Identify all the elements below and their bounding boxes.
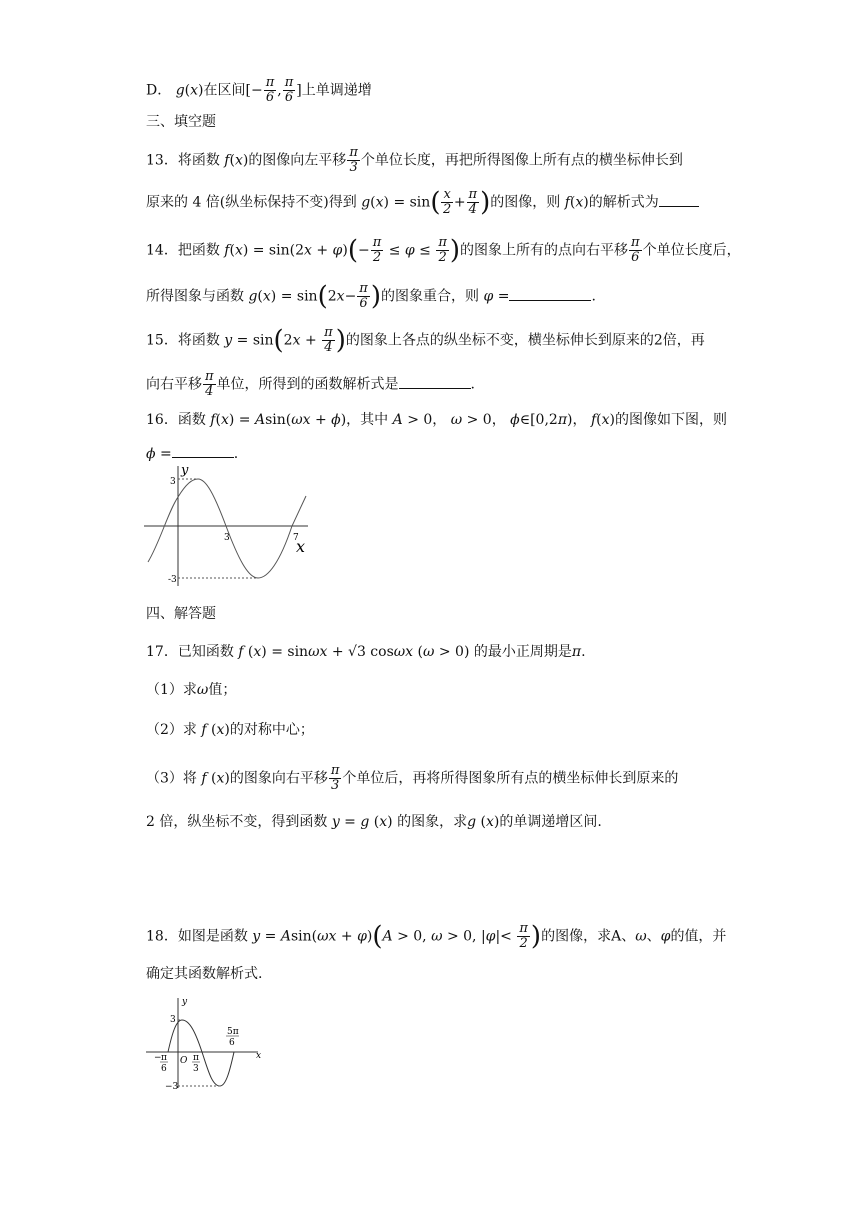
q15-text: 的图象上各点的纵坐标不变，横坐标伸长到原来的 [345, 332, 654, 349]
question-14-line1: 14．把函数 f(x) = sin(2x + φ)(− $\frac{\pi}{2}$ ≤ φ ≤ $\frac{\pi}{2}$ )的图象上所有的点向右平移 $\frac{\pi}{6}$ 个单位长度后， [146, 235, 741, 266]
x-tick-left-den: 6 [161, 1064, 167, 1074]
x-tick-right-den: 6 [229, 1038, 235, 1048]
y-axis-label: y [182, 997, 188, 1007]
question-16-line1: 16．函数 f(x) = Asin(ωx + ϕ)，其中 A > 0， ω > 0， ϕ∈[0,2π)， f(x)的图像如下图，则 [146, 412, 727, 428]
x-tick-mid-den: 3 [193, 1064, 199, 1074]
origin-label: O [180, 1056, 188, 1066]
q17-text: 的图象向右平移 [229, 770, 328, 787]
y-tick-3: 3 [170, 477, 176, 487]
section-heading-4: 四、解答题 [146, 606, 216, 622]
question-18-line1: 18．如图是函数 y = Asin(ωx + φ)(A > 0, ω > 0, |φ|< $\frac{\pi}{2}$ )的图像，求A、ω、φ的值，并 [146, 921, 727, 952]
q15-text: 向右平移 [146, 376, 202, 393]
q13-text: 将函数 [177, 152, 220, 169]
question-14-line2: 所得图象与函数 g(x) = sin(2x− $\frac{\pi}{6}$ )的图象重合，则 φ = . [146, 281, 596, 312]
question-number: 13． [146, 152, 178, 169]
section-heading-3: 三、填空题 [146, 114, 216, 130]
q18-text: A [611, 928, 622, 945]
x-tick-7: 7 [293, 533, 299, 543]
question-18-line2: 确定其函数解析式. [146, 966, 263, 982]
y-tick-neg3: −3 [165, 1082, 179, 1092]
q17-text: 2 倍，纵坐标不变，得到函数 [146, 814, 328, 830]
q16-text: ， [572, 412, 587, 428]
y-axis-label: y [181, 463, 189, 478]
question-17-part3: （3）将 f (x)的图象向右平移 $\frac{\pi}{3}$ 个单位后，再将所得图象所有点的横坐标伸长到原来的 [146, 763, 679, 793]
question-17-line1: 17．已知函数 f (x) = sinωx + √3 cosωx (ω > 0) 的最小正周期是π. [146, 644, 586, 660]
q17-text: 的单调递增区间. [499, 814, 602, 830]
x-axis-label: x [296, 537, 306, 556]
q14-text: 把函数 [177, 242, 220, 259]
q18-text: 、 [646, 928, 661, 945]
y-tick-3: 3 [170, 1015, 176, 1025]
question-17-part3-cont: 2 倍，纵坐标不变，得到函数 y = g (x) 的图象，求g (x)的单调递增区间. [146, 814, 602, 830]
question-number: 16． [146, 412, 178, 428]
question-16-line2: ϕ = . [146, 446, 239, 462]
option-text-tail: 上单调递增 [301, 82, 372, 99]
q13-text: 的图像，则 [490, 194, 561, 211]
q15-text: 倍，再 [662, 332, 705, 349]
x-tick-right-num: 5π [227, 1027, 239, 1037]
y-tick-neg3: -3 [168, 575, 177, 585]
q13-text: 的图像向左平移 [248, 152, 347, 169]
q17-text: （1）求 [146, 682, 197, 698]
graph-18 [140, 994, 270, 1094]
q15-text: 将函数 [177, 332, 220, 349]
x-tick-3: 3 [224, 533, 230, 543]
q14-text: 个单位长度后， [642, 242, 741, 259]
q17-text: 值； [208, 682, 237, 698]
q17-text: （3）将 [146, 770, 197, 787]
question-number: 18． [146, 928, 178, 945]
sine-curve [148, 479, 306, 578]
answer-blank[interactable] [659, 206, 699, 207]
q13-text: 个单位长度，再把所得图像上所有点的横坐标伸长到 [360, 152, 683, 169]
question-17-part2: （2）求 f (x)的对称中心； [146, 722, 314, 738]
q17-text: 的对称中心； [229, 722, 314, 738]
question-15-line1: 15．将函数 y = sin(2x + $\frac{\pi}{4}$ )的图象上各点的纵坐标不变，横坐标伸长到原来的2倍，再 [146, 325, 705, 356]
question-17-part1: （1）求ω值； [146, 682, 237, 698]
answer-blank[interactable] [172, 457, 234, 458]
q18-text: 的值，并 [670, 928, 727, 945]
option-label: D． [146, 82, 172, 99]
question-13-line2: 原来的 4 倍(纵坐标保持不变)得到 g(x) = sin( $\frac{x}{2}$ + $\frac{\pi}{4}$ )的图像，则 f(x)的解析式为 [146, 188, 699, 217]
question-13-line1: 13．将函数 f(x)的图像向左平移 $\frac{\pi}{3}$ 个单位长度，再把所得图像上所有点的横坐标伸长到 [146, 145, 683, 175]
q15-text: 单位，所得到的函数解析式是 [216, 376, 399, 393]
q16-text: ， [491, 412, 506, 428]
option-d: D． g(x)在区间[− $\frac{\pi}{6}$ , $\frac{\pi}{6}$ ]上单调递增 [146, 75, 372, 105]
q18-text: 如图是函数 [177, 928, 248, 945]
option-text: 在区间 [203, 82, 246, 99]
q14-text: 所得图象与函数 [146, 288, 244, 305]
q16-text: 函数 [177, 412, 206, 428]
question-number: 17． [146, 644, 178, 660]
question-number: 15． [146, 332, 178, 349]
q18-text: 的图像，求 [541, 928, 612, 945]
x-tick-left-sign: − [154, 1053, 162, 1063]
x-tick-mid-num: π [193, 1053, 199, 1063]
q15-text: . [470, 376, 475, 393]
q18-text: 、 [621, 928, 636, 945]
q17-text: 个单位后，再将所得图象所有点的横坐标伸长到原来的 [342, 770, 679, 787]
answer-blank[interactable] [509, 300, 591, 301]
x-tick-left-num: π [161, 1053, 167, 1063]
q13-text: 原来的 4 倍(纵坐标保持不变)得到 [146, 194, 357, 211]
x-axis-label: x [256, 1051, 262, 1061]
q14-text: . [591, 288, 596, 305]
q13-text: 的解析式为 [588, 194, 659, 211]
graph-16 [140, 462, 312, 590]
q14-text: 的图象重合，则 [381, 288, 479, 305]
q17-text: 已知函数 [177, 644, 234, 660]
q16-text: ，其中 [346, 412, 389, 428]
q16-text: 的图像如下图，则 [614, 412, 727, 428]
question-number: 14． [146, 242, 178, 259]
question-15-line2: 向右平移 $\frac{\pi}{4}$ 单位，所得到的函数解析式是 . [146, 369, 475, 399]
q17-text: 的图象，求 [397, 814, 468, 830]
answer-blank[interactable] [399, 388, 471, 389]
q17-text: 的最小正周期是 [473, 644, 572, 660]
q16-text: . [233, 446, 239, 462]
q15-text: 2 [653, 332, 663, 349]
q14-text: 的图象上所有的点向右平移 [460, 242, 629, 259]
q17-text: . [581, 644, 586, 660]
q17-text: （2）求 [146, 722, 197, 738]
q16-text: ， [432, 412, 447, 428]
